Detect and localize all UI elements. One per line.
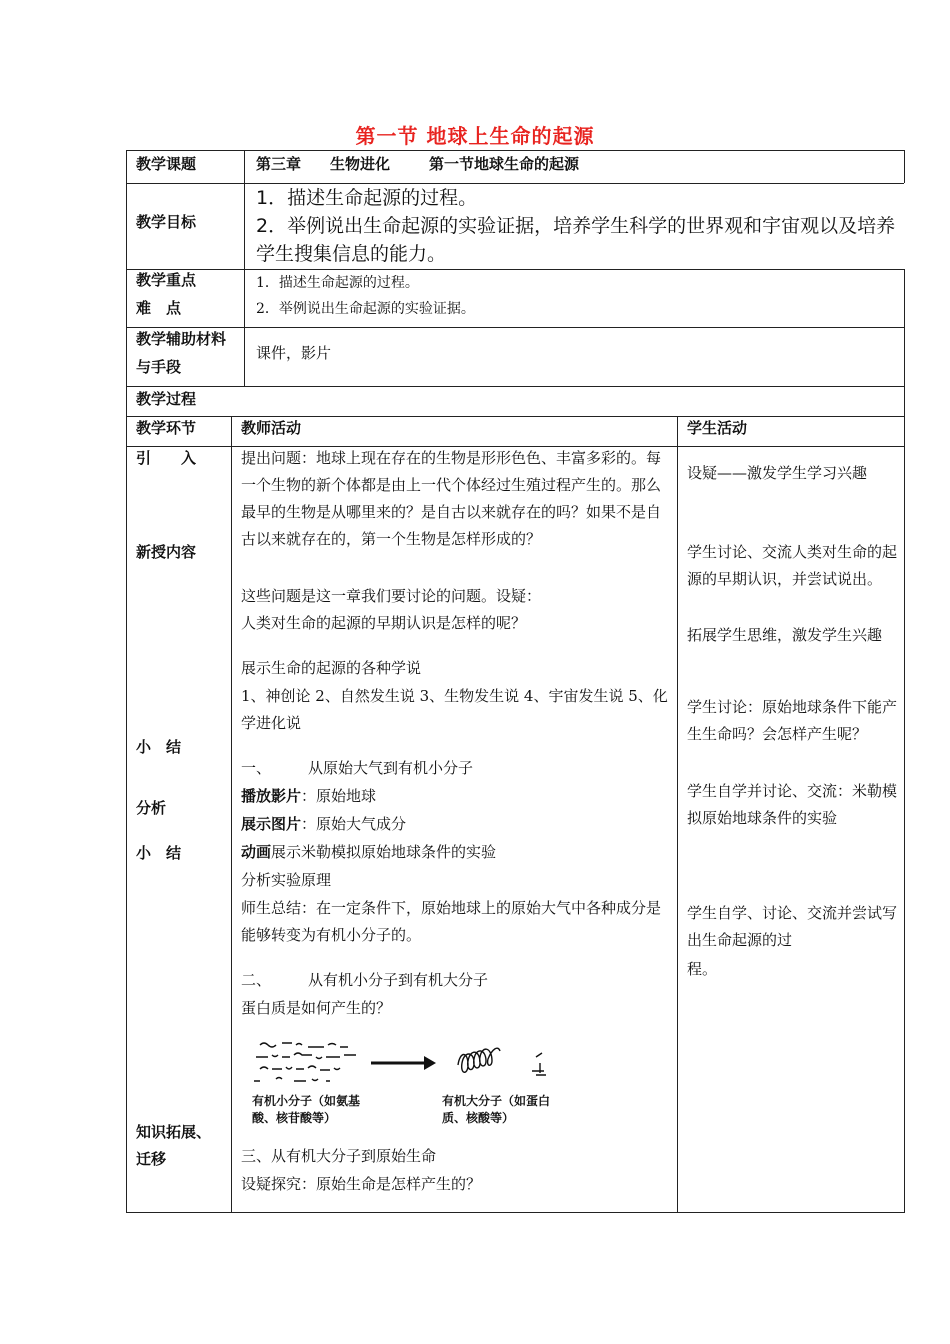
section-2-number: 二、: [241, 971, 272, 989]
student-activity-3: 拓展学生思维，激发学生兴趣: [687, 626, 883, 644]
column-divider: [244, 150, 245, 386]
teacher-header: 教师活动: [241, 419, 302, 437]
teacher-transition: 这些问题是这一章我们要讨论的问题。设疑：: [241, 587, 542, 605]
topic-section: 第一节地球生命的起源: [429, 155, 580, 173]
aux-label: 教学辅助材料: [136, 330, 227, 348]
molecule-diagram: [246, 1035, 576, 1095]
aux-value: 课件，影片: [256, 344, 332, 362]
page-title: 第一节 地球上生命的起源: [355, 124, 595, 148]
goal-item-1: 1．描述生命起源的过程。: [256, 187, 478, 209]
animation-value: 展示米勒模拟原始地球条件的实验: [271, 843, 497, 861]
student-header: 学生活动: [687, 419, 748, 437]
picture-value: ：原始大气成分: [301, 815, 407, 833]
section-2-title: 从有机小分子到有机大分子: [308, 971, 489, 989]
protein-question: 蛋白质是如何产生的？: [241, 999, 392, 1017]
picture-label: 展示图片: [241, 815, 302, 833]
stage-extend-2: 迁移: [136, 1150, 167, 1168]
table-border-right: [904, 269, 905, 1213]
aux-label-2: 与手段: [136, 358, 182, 376]
row-divider: [126, 327, 904, 328]
section-1-number: 一、: [241, 759, 272, 777]
stage-intro: 引 入: [136, 449, 197, 467]
small-molecule-caption: 有机小分子（如氨基酸、核苷酸等）: [252, 1094, 361, 1125]
teacher-question-2: 人类对生命的起源的早期认识是怎样的呢？: [241, 614, 527, 632]
table-border-right: [904, 150, 905, 183]
topic-unit: 生物进化: [330, 155, 391, 173]
section-3-title: 三、从有机大分子到原始生命: [241, 1147, 437, 1165]
topic-label: 教学课题: [136, 155, 197, 173]
stage-summary-1: 小 结: [136, 738, 182, 756]
analyze-principle: 分析实验原理: [241, 871, 332, 889]
student-activity-7: 程。: [687, 960, 718, 978]
row-divider: [126, 269, 904, 270]
macromolecule-caption: 有机大分子（如蛋白质、核酸等）: [442, 1094, 551, 1125]
teacher-conclusion: 师生总结：在一定条件下，原始地球上的原始大气中各种成分是能够转变为有机小分子的。: [241, 899, 662, 944]
key-item-2: 2．举例说出生命起源的实验证据。: [256, 301, 475, 317]
goal-label: 教学目标: [136, 213, 197, 231]
student-activity-2: 学生讨论、交流人类对生命的起源的早期认识，并尝试说出。: [687, 543, 898, 588]
macromolecule-icon: [458, 1048, 546, 1075]
section-3-question: 设疑探究：原始生命是怎样产生的？: [241, 1175, 482, 1193]
key-item-1: 1．描述生命起源的过程。: [256, 275, 419, 291]
stage-extend: 知识拓展、: [136, 1123, 212, 1141]
lesson-plan-table: [126, 150, 904, 1213]
stage-new: 新授内容: [136, 543, 197, 561]
stage-summary-2: 小 结: [136, 844, 182, 862]
key-label: 教学重点: [136, 271, 197, 289]
topic-chapter: 第三章: [256, 155, 302, 173]
teacher-question: 提出问题：地球上现在存在的生物是形形色色、丰富多彩的。每一个生物的新个体都是由上一代个体经过生殖过程产生的。那么最早的生物是从哪里来的？是自古以来就存在的吗？如果不是自古以来就存在的，第一个生物是怎样形成的？: [241, 449, 662, 548]
student-activity-1: 设疑——激发学生学习兴趣: [687, 464, 868, 482]
animation-line: [241, 839, 496, 866]
goal-item-2: 2．举例说出生命起源的实验证据，培养学生科学的世界观和宇宙观以及培养学生搜集信息的能力。: [256, 215, 896, 265]
table-border-bottom: [126, 1212, 904, 1213]
student-activity-6: 学生自学、讨论、交流并尝试写出生命起源的过: [687, 904, 898, 949]
student-activity-4: 学生讨论：原始地球条件下能产生生命吗？会怎样产生呢？: [687, 698, 898, 743]
theory-list: 1、神创论 2、自然发生说 3、生物发生说 4、宇宙发生说 5、化学进化说: [241, 687, 668, 732]
process-label: 教学过程: [136, 390, 197, 408]
row-divider: [126, 386, 904, 387]
difficulty-label: 难 点: [136, 299, 182, 317]
student-activity-5: 学生自学并讨论、交流：米勒模拟原始地球条件的实验: [687, 782, 898, 827]
stage-header: 教学环节: [136, 419, 197, 437]
row-divider: [126, 183, 244, 184]
show-picture-line: [241, 811, 406, 838]
play-value: ：原始地球: [301, 787, 377, 805]
teacher-show-theories: 展示生命的起源的各种学说: [241, 659, 422, 677]
animation-label: 动画: [241, 843, 272, 861]
table-border-left: [126, 150, 127, 1213]
play-label: 播放影片: [241, 787, 302, 805]
section-1-title: 从原始大气到有机小分子: [308, 759, 474, 777]
column-divider: [231, 416, 232, 1213]
play-video-line: [241, 783, 376, 810]
stage-analysis: 分析: [136, 799, 167, 817]
column-divider: [677, 416, 678, 1213]
arrow-icon: [371, 1056, 436, 1070]
small-molecules-icon: [254, 1043, 356, 1081]
